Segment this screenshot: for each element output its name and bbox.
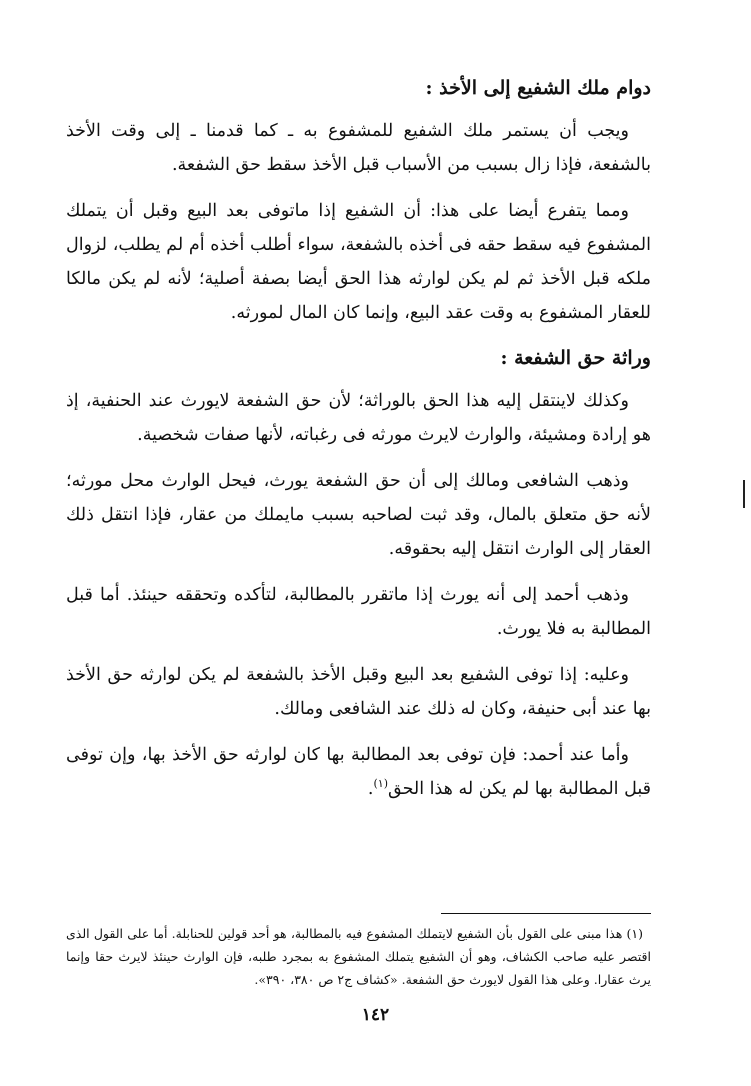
paragraph-inheritance-hanafi: وكذلك لاينتقل إليه هذا الحق بالوراثة؛ لأن حق الشفعة لايورث عند الحنفية، إذ هو إرادة ومشيئة، والوارث لايرث مورثه فى رغباته، لأنها صفات شخصية. xyxy=(66,391,651,445)
paragraph-inheritance-ahmad: وذهب أحمد إلى أنه يورث إذا ماتقرر بالمطالبة، لتأكده وتحققه حينئذ. أما قبل المطالبة به فلا يورث. xyxy=(66,585,651,639)
paragraph-inheritance-consequence: وعليه: إذا توفى الشفيع بعد البيع وقبل الأخذ بالشفعة لم يكن لوارثه حق الأخذ بها عند أبى حنيفة، وكان له ذلك عند الشافعى ومالك. xyxy=(66,665,651,719)
paragraph-inheritance-shafii-maliki: وذهب الشافعى ومالك إلى أن حق الشفعة يورث، فيحل الوارث محل مورثه؛ لأنه حق متعلق بالمال، وقد ثبت لصاحبه بسبب مايملك من عقار، فإذا انتقل ذلك العقار إلى الوارث انتقل إليه بحقوقه. xyxy=(66,471,651,559)
paragraph-text: وأما عند أحمد: فإن توفى بعد المطالبة بها كان لوارثه حق الأخذ بها، وإن توفى قبل المطالبة بها لم يكن له هذا الحق xyxy=(66,745,651,799)
footnote-reference[interactable]: (١) xyxy=(373,777,388,791)
paragraph-ownership-2: ومما يتفرع أيضا على هذا: أن الشفيع إذا ماتوفى بعد البيع وقبل أن يتملك المشفوع فيه سقط حقه فى أخذه بالشفعة، سواء أطلب أخذه أم لم يطلب، لزوال ملكه قبل الأخذ ثم لم يكن لوارثه هذا الحق أيضا بصفة أصلية؛ لأنه لم يكن مالكا للعقار المشفوع به وقت عقد البيع، وإنما كان المال لمورثه. xyxy=(66,201,651,323)
paragraph-end: . xyxy=(367,779,374,799)
footnote: (١) هذا مبنى على القول بأن الشفيع لايتملك المشفوع فيه بالمطالبة، هو أحد قولين للحنابلة. أما على القول الذى اقتصر عليه صاحب الكشاف، وهو أن الشفيع يتملك المشفوع به بمجرد طلبه، فإن الوارث حينئذ لايرث حقا وإنما يرث عقارا. وعلى هذا القول لايورث حق الشفعة. «كشاف ج٢ ص ٣٨٠، ٣٩٠». xyxy=(66,926,651,987)
footnote-divider xyxy=(441,913,651,914)
section-heading-inheritance: وراثة حق الشفعة : xyxy=(500,347,651,369)
scan-edge-mark xyxy=(743,480,745,508)
section-heading-ownership-continuity: دوام ملك الشفيع إلى الأخذ : xyxy=(425,77,651,99)
main-text xyxy=(66,72,651,818)
page-number: ١٤٢ xyxy=(361,1005,390,1025)
paragraph-inheritance-ahmad-detail xyxy=(66,738,651,806)
paragraph-ownership-1: ويجب أن يستمر ملك الشفيع للمشفوع به ـ كما قدمنا ـ إلى وقت الأخذ بالشفعة، فإذا زال بسبب من الأسباب قبل الأخذ سقط حق الشفعة. xyxy=(66,121,651,175)
